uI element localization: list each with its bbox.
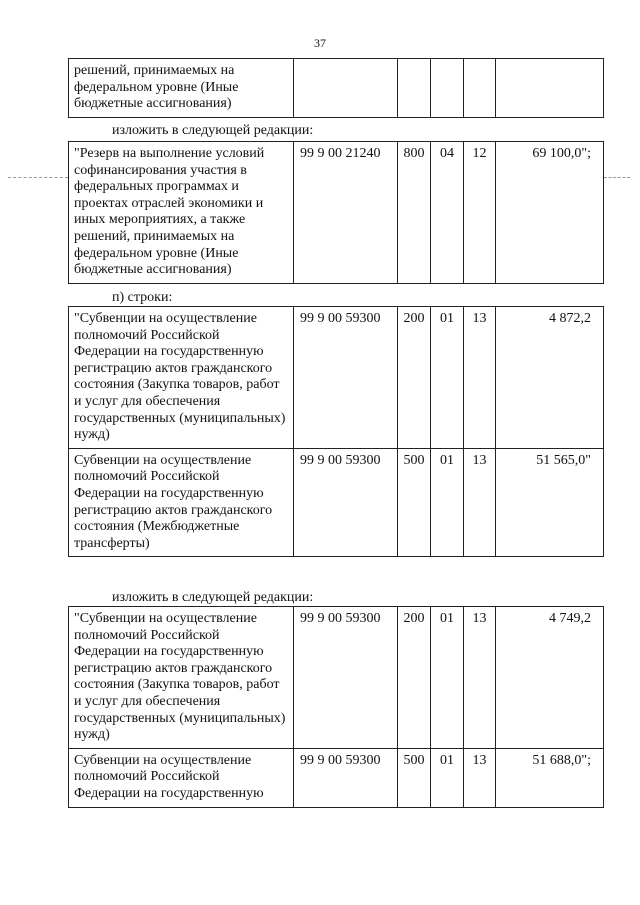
row-code-cell: 99 9 00 59300 <box>294 607 398 749</box>
instruction-p-rows: п) строки: <box>112 290 173 305</box>
row-vr-cell: 500 <box>398 448 431 557</box>
page-number: 37 <box>314 36 326 50</box>
row-rz-cell: 01 <box>431 307 464 449</box>
row-pr-cell <box>464 59 496 118</box>
row-code-cell: 99 9 00 59300 <box>294 448 398 557</box>
budget-table-continuation <box>68 58 604 118</box>
row-name-cell: Субвенции на осуществление полномочий Российской Федерации на государственную <box>69 748 294 807</box>
row-code-cell <box>294 59 398 118</box>
table-row <box>69 448 604 557</box>
row-sum-cell: 69 100,0"; <box>496 142 604 284</box>
row-name-cell: "Субвенции на осуществление полномочий Российской Федерации на государственную регистрацию актов гражданского состояния (Закупка товаров, работ и услуг для обеспечения государственных (муниципальных) нужд) <box>69 607 294 749</box>
row-code-cell: 99 9 00 59300 <box>294 748 398 807</box>
row-rz-cell: 01 <box>431 607 464 749</box>
row-code-cell: 99 9 00 59300 <box>294 307 398 449</box>
row-sum-cell: 4 872,2 <box>496 307 604 449</box>
budget-table-old-rows <box>68 306 604 557</box>
table-row <box>69 607 604 749</box>
row-vr-cell: 200 <box>398 307 431 449</box>
instruction-edit-2: изложить в следующей редакции: <box>112 590 314 605</box>
row-name-cell: "Субвенции на осуществление полномочий Российской Федерации на государственную регистрацию актов гражданского состояния (Закупка товаров, работ и услуг для обеспечения государственных (муниципальных) нужд) <box>69 307 294 449</box>
instruction-edit-1: изложить в следующей редакции: <box>112 123 314 138</box>
row-rz-cell <box>431 59 464 118</box>
row-pr-cell: 13 <box>464 307 496 449</box>
row-pr-cell: 13 <box>464 448 496 557</box>
row-code-cell: 99 9 00 21240 <box>294 142 398 284</box>
row-sum-cell: 51 688,0"; <box>496 748 604 807</box>
row-name-cell: решений, принимаемых на федеральном уровне (Иные бюджетные ассигнования) <box>69 59 294 118</box>
budget-table-reserve <box>68 141 604 284</box>
row-vr-cell: 800 <box>398 142 431 284</box>
row-vr-cell <box>398 59 431 118</box>
row-rz-cell: 04 <box>431 142 464 284</box>
row-sum-cell: 51 565,0" <box>496 448 604 557</box>
row-vr-cell: 200 <box>398 607 431 749</box>
scan-artifact-dash-right <box>604 177 630 178</box>
row-pr-cell: 13 <box>464 607 496 749</box>
table-row <box>69 748 604 807</box>
row-sum-cell: 4 749,2 <box>496 607 604 749</box>
row-sum-cell <box>496 59 604 118</box>
table-row <box>69 142 604 284</box>
table-row <box>69 59 604 118</box>
scan-artifact-dash-left <box>8 177 68 178</box>
row-name-cell: Субвенции на осуществление полномочий Российской Федерации на государственную регистрацию актов гражданского состояния (Межбюджетные трансферты) <box>69 448 294 557</box>
row-vr-cell: 500 <box>398 748 431 807</box>
row-pr-cell: 12 <box>464 142 496 284</box>
row-name-cell: "Резерв на выполнение условий софинансирования участия в федеральных программах и проектах отраслей экономики и иных мероприятиях, а также решений, принимаемых на федеральном уровне (Иные бюджетные ассигнования) <box>69 142 294 284</box>
row-pr-cell: 13 <box>464 748 496 807</box>
budget-table-new-rows <box>68 606 604 808</box>
row-rz-cell: 01 <box>431 748 464 807</box>
row-rz-cell: 01 <box>431 448 464 557</box>
table-row <box>69 307 604 449</box>
